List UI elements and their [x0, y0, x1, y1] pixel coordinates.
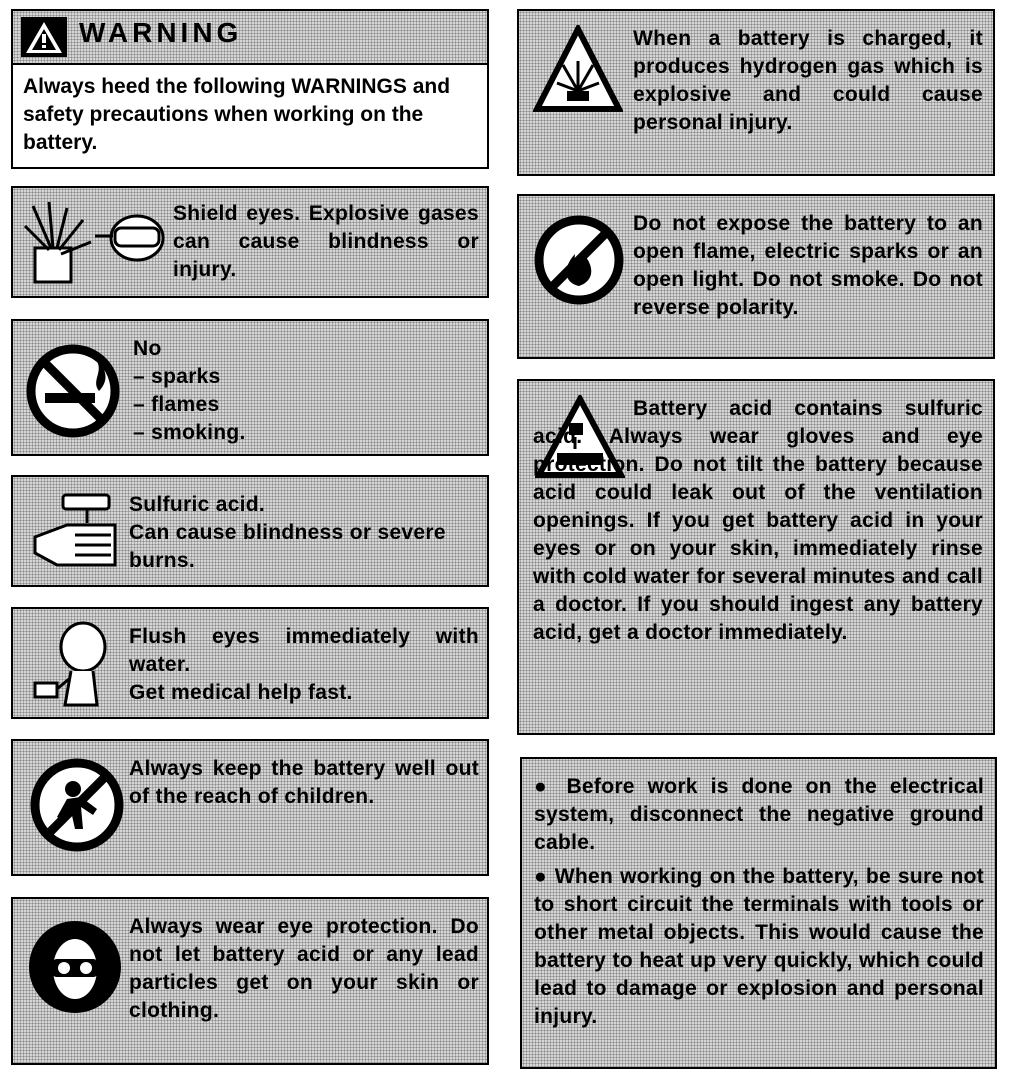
flush-eyes-line: Flush eyes immediately with water.	[129, 625, 479, 676]
children-text: Always keep the battery well out of the reach of children.	[129, 757, 479, 808]
warning-panel	[11, 9, 489, 169]
no-sparks-panel	[11, 319, 489, 456]
warning-body: Always heed the following WARNINGS and safety precautions when working on the battery.	[23, 73, 477, 157]
sulfuric-acid-panel	[11, 475, 489, 587]
children-panel	[11, 739, 489, 876]
no-children-icon	[27, 755, 127, 855]
flush-eyes-text	[129, 623, 479, 707]
electrical-text	[534, 773, 984, 1031]
no-sparks-line: No	[133, 337, 162, 360]
no-open-flame-icon	[531, 212, 627, 308]
warning-header-bar	[13, 11, 487, 65]
shield-eyes-text: Shield eyes. Explosive gases can cause blindness or injury.	[173, 202, 479, 281]
battery-acid-panel	[517, 379, 995, 735]
shield-eyes-panel	[11, 186, 489, 298]
eye-protection-panel	[11, 897, 489, 1065]
sulfuric-acid-text	[129, 491, 479, 575]
sulfuric-acid-line: Can cause blindness or severe burns.	[129, 521, 446, 572]
warning-triangle-icon	[21, 17, 67, 57]
battery-acid-text: Battery acid contains sulfuric acid. Always wear gloves and eye protection. Do not tilt the battery because acid could leak out of the ventilation openings. If you get battery acid in your eyes or on your skin, immediately rinse with cold water for several minutes and call a doctor. If you should ingest any battery acid, get a doctor immediately.	[533, 397, 983, 644]
hydrogen-panel	[517, 9, 995, 176]
bullet-short-circuit: ● When working on the battery, be sure not to short circuit the terminals with tools or other metal objects. This would cause the battery to heat up very quickly, which could lead to damage or explosion and personal injury.	[534, 865, 984, 1028]
no-smoking-icon	[23, 341, 123, 441]
acid-burn-hand-icon	[27, 489, 123, 575]
open-flame-text: Do not expose the battery to an open flame, electric sparks or an open light. Do not smoke. Do not reverse polarity.	[633, 212, 983, 319]
hydrogen-text: When a battery is charged, it produces hydrogen gas which is explosive and could cause personal injury.	[633, 27, 983, 134]
bullet-disconnect-cable: ● Before work is done on the electrical system, disconnect the negative ground cable.	[534, 775, 984, 854]
explosion-goggles-icon	[21, 198, 169, 288]
warning-title: WARNING	[79, 17, 243, 48]
flush-eyes-panel	[11, 607, 489, 719]
no-sparks-line: – sparks	[133, 365, 221, 388]
no-sparks-line: – flames	[133, 393, 220, 416]
no-sparks-line: – smoking.	[133, 421, 246, 444]
goggles-mandatory-icon	[27, 919, 123, 1015]
explosion-triangle-icon	[533, 25, 623, 115]
flush-eyes-line: Get medical help fast.	[129, 681, 353, 704]
electrical-panel	[520, 757, 997, 1069]
no-sparks-text	[133, 335, 473, 447]
open-flame-panel	[517, 194, 995, 359]
eye-protection-text: Always wear eye protection. Do not let battery acid or any lead particles get on your skin or clothing.	[129, 915, 479, 1022]
sulfuric-acid-line: Sulfuric acid.	[129, 493, 266, 516]
eye-wash-icon	[25, 617, 125, 713]
